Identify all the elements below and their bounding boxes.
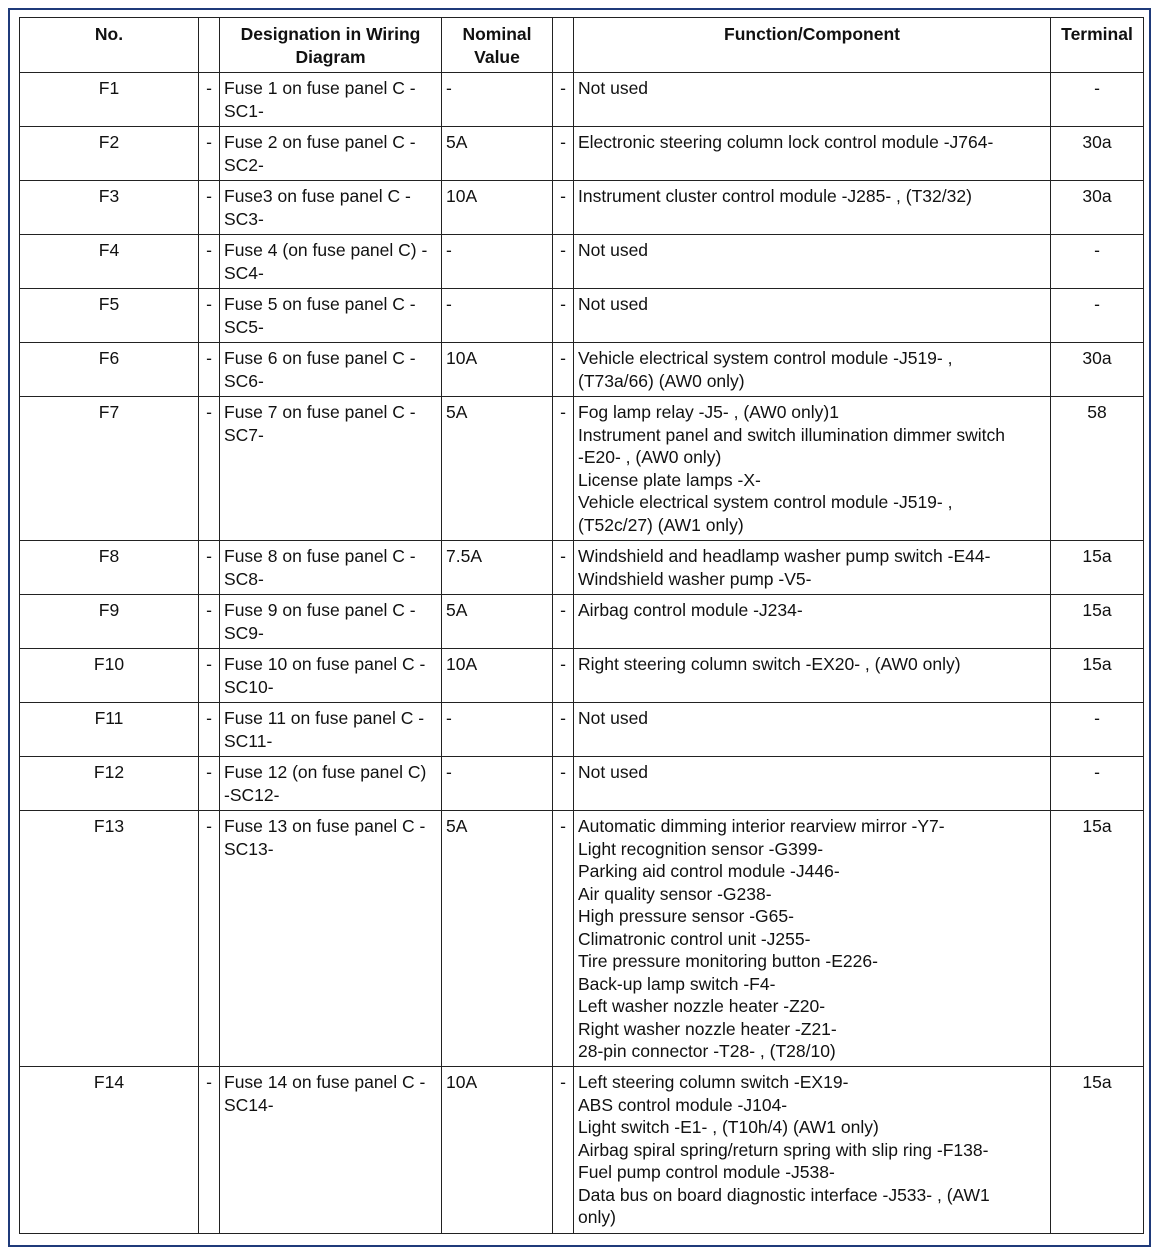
nominal-value-cell: 7.5A [442,541,553,595]
function-line: only) [578,1207,616,1227]
function-line: High pressure sensor -G65- [578,906,794,926]
row-dash: - [199,127,220,181]
function-line: Fog lamp relay -J5- , (AW0 only)1 [578,402,839,422]
nominal-value-cell: 10A [442,343,553,397]
fuse-number: F5 [20,289,199,343]
row-dash: - [199,1067,220,1234]
table-row [20,703,1144,757]
row-dash-2: - [553,343,574,397]
row-dash-2: - [553,235,574,289]
function-line: Fuel pump control module -J538- [578,1162,835,1182]
designation-cell: Fuse 12 (on fuse panel C) -SC12- [220,757,442,811]
function-line: Light switch -E1- , (T10h/4) (AW1 only) [578,1117,879,1137]
row-dash: - [199,343,220,397]
row-dash-2: - [553,541,574,595]
designation-cell: Fuse 10 on fuse panel C -SC10- [220,649,442,703]
fuse-number: F1 [20,73,199,127]
function-line: Airbag spiral spring/return spring with slip ring -F138- [578,1139,989,1160]
table-row [20,541,1144,595]
designation-cell: Fuse 14 on fuse panel C -SC14- [220,1067,442,1234]
row-dash-2: - [553,703,574,757]
function-line: Not used [578,240,649,260]
function-line: Right washer nozzle heater -Z21- [578,1018,837,1039]
row-dash-2: - [553,757,574,811]
row-dash: - [199,595,220,649]
fuse-number: F8 [20,541,199,595]
terminal-cell: 30a [1051,127,1144,181]
function-line: Tire pressure monitoring button -E226- [578,951,878,971]
function-line: License plate lamps -X- [578,469,761,490]
function-cell [574,811,1051,1067]
designation-cell: Fuse 4 (on fuse panel C) -SC4- [220,235,442,289]
terminal-cell: 15a [1051,811,1144,1067]
function-line: Left steering column switch -EX19- [578,1072,849,1092]
function-cell [574,127,1051,181]
function-cell [574,73,1051,127]
row-dash-2: - [553,1067,574,1234]
table-row [20,811,1144,1067]
terminal-cell: - [1051,235,1144,289]
row-dash: - [199,397,220,541]
function-line: Light recognition sensor -G399- [578,838,824,859]
function-cell [574,541,1051,595]
function-line: Instrument panel and switch illumination dimmer switch [578,424,1005,445]
function-line: Vehicle electrical system control module -J519- , [578,348,953,368]
row-dash-2: - [553,181,574,235]
row-dash: - [199,703,220,757]
table-row [20,127,1144,181]
table-row [20,181,1144,235]
designation-cell: Fuse 7 on fuse panel C -SC7- [220,397,442,541]
row-dash-2: - [553,811,574,1067]
row-dash: - [199,181,220,235]
row-dash-2: - [553,397,574,541]
table-row [20,649,1144,703]
function-cell [574,649,1051,703]
header-designation: Designation in Wiring Diagram [220,18,442,73]
terminal-cell: 58 [1051,397,1144,541]
terminal-cell: 15a [1051,541,1144,595]
fuse-number: F4 [20,235,199,289]
terminal-cell: 15a [1051,649,1144,703]
designation-cell: Fuse 6 on fuse panel C -SC6- [220,343,442,397]
terminal-cell: 15a [1051,1067,1144,1234]
terminal-cell: 30a [1051,343,1144,397]
function-cell [574,235,1051,289]
nominal-value-cell: 5A [442,397,553,541]
table-row [20,343,1144,397]
function-line: -E20- , (AW0 only) [578,447,722,467]
designation-cell: Fuse 9 on fuse panel C -SC9- [220,595,442,649]
table-row [20,289,1144,343]
function-line: Windshield and headlamp washer pump switch -E44- [578,546,991,566]
designation-cell: Fuse 5 on fuse panel C -SC5- [220,289,442,343]
header-spacer-2 [553,18,574,73]
fuse-table [19,17,1144,1234]
terminal-cell: - [1051,757,1144,811]
row-dash: - [199,649,220,703]
row-dash: - [199,811,220,1067]
designation-cell: Fuse 1 on fuse panel C -SC1- [220,73,442,127]
fuse-number: F14 [20,1067,199,1234]
function-line: Electronic steering column lock control module -J764- [578,132,994,152]
table-row [20,73,1144,127]
function-cell [574,757,1051,811]
function-cell [574,181,1051,235]
row-dash-2: - [553,73,574,127]
function-line: Not used [578,762,649,782]
designation-cell: Fuse 8 on fuse panel C -SC8- [220,541,442,595]
table-row [20,757,1144,811]
function-line: Vehicle electrical system control module -J519- , [578,492,953,512]
row-dash: - [199,289,220,343]
row-dash: - [199,73,220,127]
header-row [20,18,1144,73]
nominal-value-cell: 5A [442,595,553,649]
fuse-number: F13 [20,811,199,1067]
nominal-value-cell: 5A [442,811,553,1067]
function-cell [574,595,1051,649]
function-line: Windshield washer pump -V5- [578,568,812,589]
nominal-value-cell: - [442,703,553,757]
header-function: Function/Component [574,18,1051,73]
fuse-number: F10 [20,649,199,703]
function-line: Not used [578,294,649,314]
terminal-cell: 30a [1051,181,1144,235]
nominal-value-cell: 10A [442,649,553,703]
header-spacer [199,18,220,73]
designation-cell: Fuse 13 on fuse panel C -SC13- [220,811,442,1067]
designation-cell: Fuse3 on fuse panel C -SC3- [220,181,442,235]
row-dash: - [199,235,220,289]
function-line: Automatic dimming interior rearview mirror -Y7- [578,816,945,836]
header-nominal: Nominal Value [442,18,553,73]
nominal-value-cell: 10A [442,181,553,235]
nominal-value-cell: - [442,289,553,343]
terminal-cell: - [1051,73,1144,127]
function-line: Climatronic control unit -J255- [578,928,811,949]
header-terminal: Terminal [1051,18,1144,73]
header-no: No. [20,18,199,73]
function-cell [574,1067,1051,1234]
nominal-value-cell: - [442,757,553,811]
function-cell [574,397,1051,541]
row-dash-2: - [553,289,574,343]
nominal-value-cell: 5A [442,127,553,181]
function-line: Parking aid control module -J446- [578,861,840,881]
function-line: Air quality sensor -G238- [578,883,772,904]
function-cell [574,289,1051,343]
function-line: (T73a/66) (AW0 only) [578,370,745,391]
terminal-cell: - [1051,289,1144,343]
row-dash-2: - [553,127,574,181]
function-line: Instrument cluster control module -J285- , (T32/32) [578,186,972,206]
fuse-number: F11 [20,703,199,757]
function-cell [574,703,1051,757]
table-row [20,1067,1144,1234]
nominal-value-cell: - [442,73,553,127]
function-line: Data bus on board diagnostic interface -J533- , (AW1 [578,1184,990,1205]
fuse-table-body [20,73,1144,1234]
fuse-number: F2 [20,127,199,181]
nominal-value-cell: - [442,235,553,289]
designation-cell: Fuse 11 on fuse panel C -SC11- [220,703,442,757]
nominal-value-cell: 10A [442,1067,553,1234]
row-dash-2: - [553,649,574,703]
function-line: Airbag control module -J234- [578,600,803,620]
function-line: Back-up lamp switch -F4- [578,973,776,994]
function-line: 28-pin connector -T28- , (T28/10) [578,1041,836,1061]
function-cell [574,343,1051,397]
function-line: Right steering column switch -EX20- , (AW0 only) [578,654,961,674]
function-line: Not used [578,78,649,98]
table-row [20,595,1144,649]
table-row [20,397,1144,541]
designation-cell: Fuse 2 on fuse panel C -SC2- [220,127,442,181]
function-line: (T52c/27) (AW1 only) [578,514,744,535]
fuse-number: F3 [20,181,199,235]
row-dash: - [199,541,220,595]
row-dash: - [199,757,220,811]
fuse-number: F12 [20,757,199,811]
terminal-cell: 15a [1051,595,1144,649]
function-line: Not used [578,708,649,728]
terminal-cell: - [1051,703,1144,757]
fuse-number: F6 [20,343,199,397]
fuse-number: F9 [20,595,199,649]
row-dash-2: - [553,595,574,649]
function-line: Left washer nozzle heater -Z20- [578,996,826,1016]
fuse-number: F7 [20,397,199,541]
function-line: ABS control module -J104- [578,1094,788,1115]
table-row [20,235,1144,289]
